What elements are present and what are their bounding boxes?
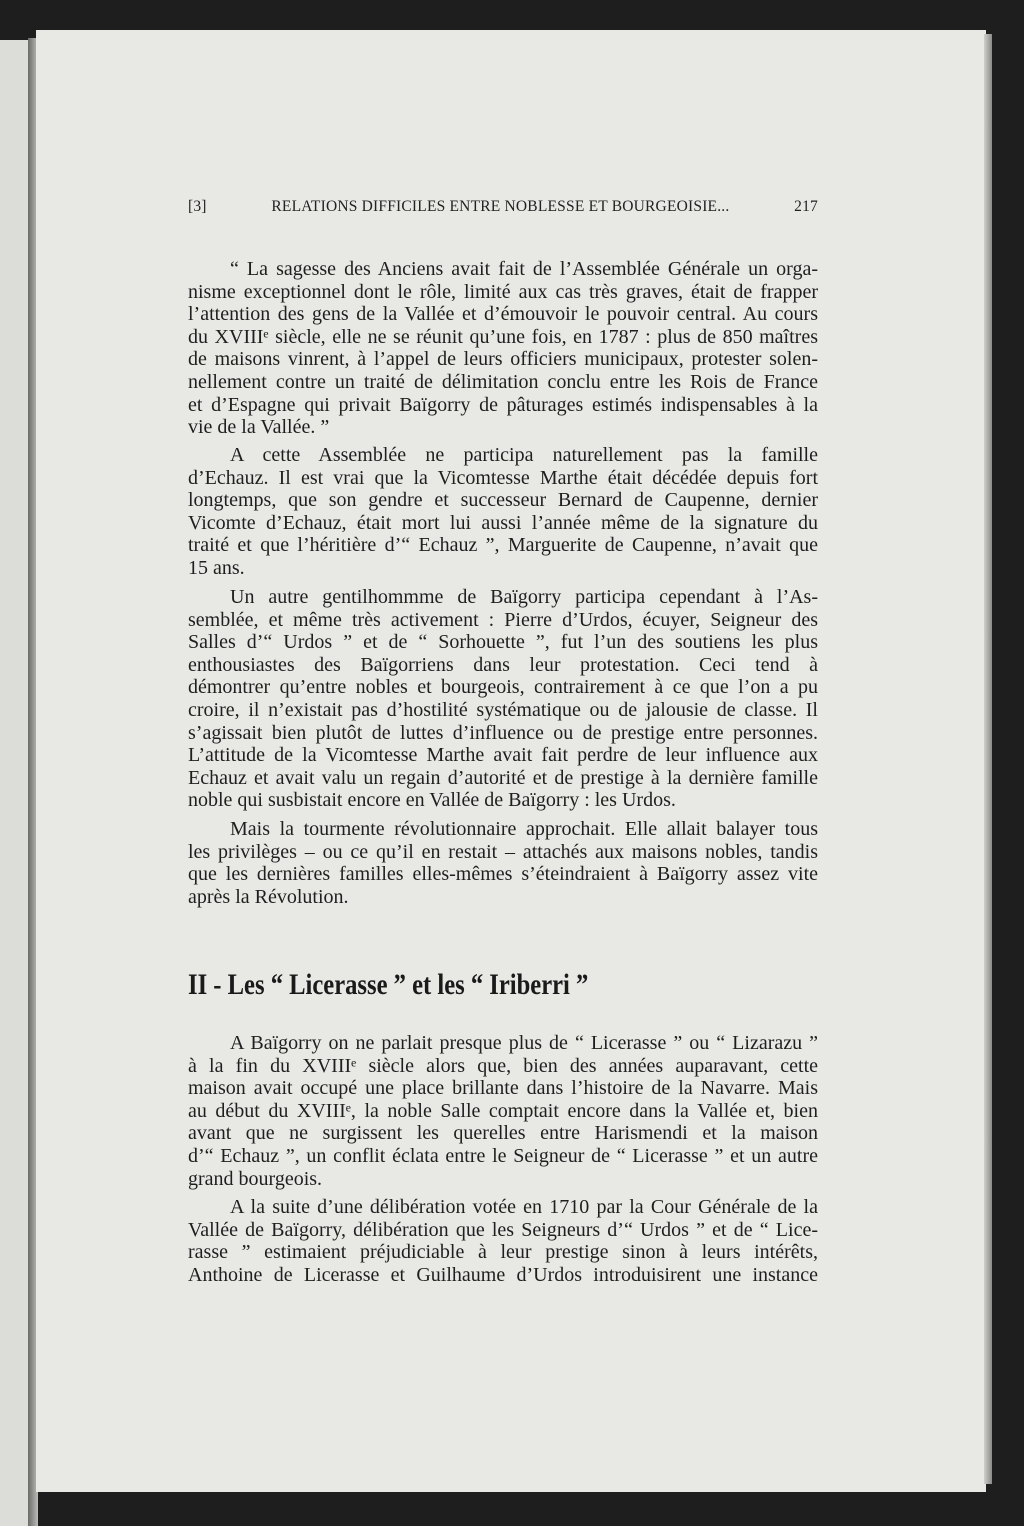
text-line: vie de la Vallée. ” (188, 416, 330, 439)
paragraph (188, 444, 818, 580)
text-line: Anthoine de Licerasse et Guilhaume d’Urdos introduisirent une instance (188, 1263, 818, 1286)
text-line: nisme exceptionnel dont le rôle, limité aux cas très graves, était de frapper (188, 280, 818, 303)
text-line: d’“ Echauz ”, un conflit éclata entre le Seigneur de “ Licerasse ” et un autre (188, 1144, 818, 1167)
text-line: les privilèges – ou ce qu’il en restait – attachés aux maisons nobles, tandis (188, 840, 818, 863)
text-line: Vallée de Baïgorry, délibération que les Seigneurs d’“ Urdos ” et de “ Lice- (188, 1218, 818, 1241)
page-number: 217 (794, 198, 818, 215)
paragraph (188, 258, 818, 439)
text-line: de maisons vinrent, à l’appel de leurs officiers municipaux, protester solen- (188, 348, 818, 371)
page-stack-edge (984, 34, 992, 1484)
text-line: d’Echauz. Il est vrai que la Vicomtesse Marthe était décédée depuis fort (188, 466, 818, 489)
section-number: [3] (188, 198, 207, 215)
text-line: 15 ans. (188, 556, 245, 579)
section-heading: II - Les “ Licerasse ” et les “ Iriberri ” (188, 968, 589, 1001)
paragraph (188, 1032, 818, 1190)
text-line: s’agissait bien plutôt de luttes d’influence ou de prestige entre personnes. (188, 721, 818, 744)
text-line: nellement contre un traité de délimitation conclu entre les Rois de France (188, 370, 818, 393)
text-line: A Baïgorry on ne parlait presque plus de “ Licerasse ” ou “ Lizarazu ” (230, 1032, 818, 1054)
text-line: A cette Assemblée ne participa naturellement pas la famille (230, 444, 818, 466)
running-header (188, 198, 818, 216)
text-line: du XVIIIᵉ siècle, elle ne se réunit qu’une fois, en 1787 : plus de 850 maîtres (188, 325, 818, 348)
text-line: et d’Espagne qui privait Baïgorry de pâturages estimés indispensables à la (188, 393, 818, 416)
text-line: Mais la tourmente révolutionnaire approchait. Elle allait balayer tous (230, 818, 818, 840)
text-line: enthousiastes des Baïgorriens dans leur protestation. Ceci tend à (188, 653, 818, 676)
paragraph (188, 586, 818, 812)
text-line: Un autre gentilhommme de Baïgorry participa cependant à l’As- (230, 586, 818, 608)
text-line: semblée, et même très activement : Pierre d’Urdos, écuyer, Seigneur des (188, 608, 818, 631)
text-line: “ La sagesse des Anciens avait fait de l’Assemblée Générale un orga- (230, 258, 818, 280)
text-line: maison avait occupé une place brillante dans l’histoire de la Navarre. Mais (188, 1077, 818, 1100)
text-line: que les dernières familles elles-mêmes s’éteindraient à Baïgorry assez vite (188, 863, 818, 886)
text-line: longtemps, que son gendre et successeur Bernard de Caupenne, dernier (188, 489, 818, 512)
text-line: après la Révolution. (188, 885, 349, 908)
facing-page-edge (0, 40, 30, 1526)
text-line: grand bourgeois. (188, 1167, 323, 1190)
running-title: RELATIONS DIFFICILES ENTRE NOBLESSE ET BOURGEOISIE... (271, 198, 730, 215)
text-line: A la suite d’une délibération votée en 1710 par la Cour Générale de la (230, 1196, 818, 1218)
text-line: croire, il n’existait pas d’hostilité systématique ou de jalousie de classe. Il (188, 698, 818, 721)
paragraph (188, 818, 818, 908)
text-line: Echauz et avait valu un regain d’autorité et de prestige à la dernière famille (188, 766, 818, 789)
text-line: traité et que l’héritière d’“ Echauz ”, Marguerite de Caupenne, n’avait que (188, 534, 818, 557)
text-line: Vicomte d’Echauz, était mort lui aussi l’année même de la signature du (188, 511, 818, 534)
text-line: avant que ne surgissent les querelles entre Harismendi et la maison (188, 1122, 818, 1145)
text-line: l’attention des gens de la Vallée et d’émouvoir le pouvoir central. Au cours (188, 303, 818, 326)
text-line: rasse ” estimaient préjudiciable à leur prestige sinon à leurs intérêts, (188, 1241, 818, 1264)
text-line: démontrer qu’entre nobles et bourgeois, contrairement à ce que l’on a pu (188, 676, 818, 699)
paragraph (188, 1196, 818, 1286)
text-line: à la fin du XVIIIᵉ siècle alors que, bien des années auparavant, cette (188, 1054, 818, 1077)
text-line: L’attitude de la Vicomtesse Marthe avait fait perdre de leur influence aux (188, 744, 818, 767)
text-line: noble qui susbistait encore en Vallée de Baïgorry : les Urdos. (188, 789, 676, 812)
text-line: au début du XVIIIᵉ, la noble Salle comptait encore dans la Vallée et, bien (188, 1099, 818, 1122)
text-line: Salles d’“ Urdos ” et de “ Sorhouette ”, fut l’un des soutiens les plus (188, 631, 818, 654)
